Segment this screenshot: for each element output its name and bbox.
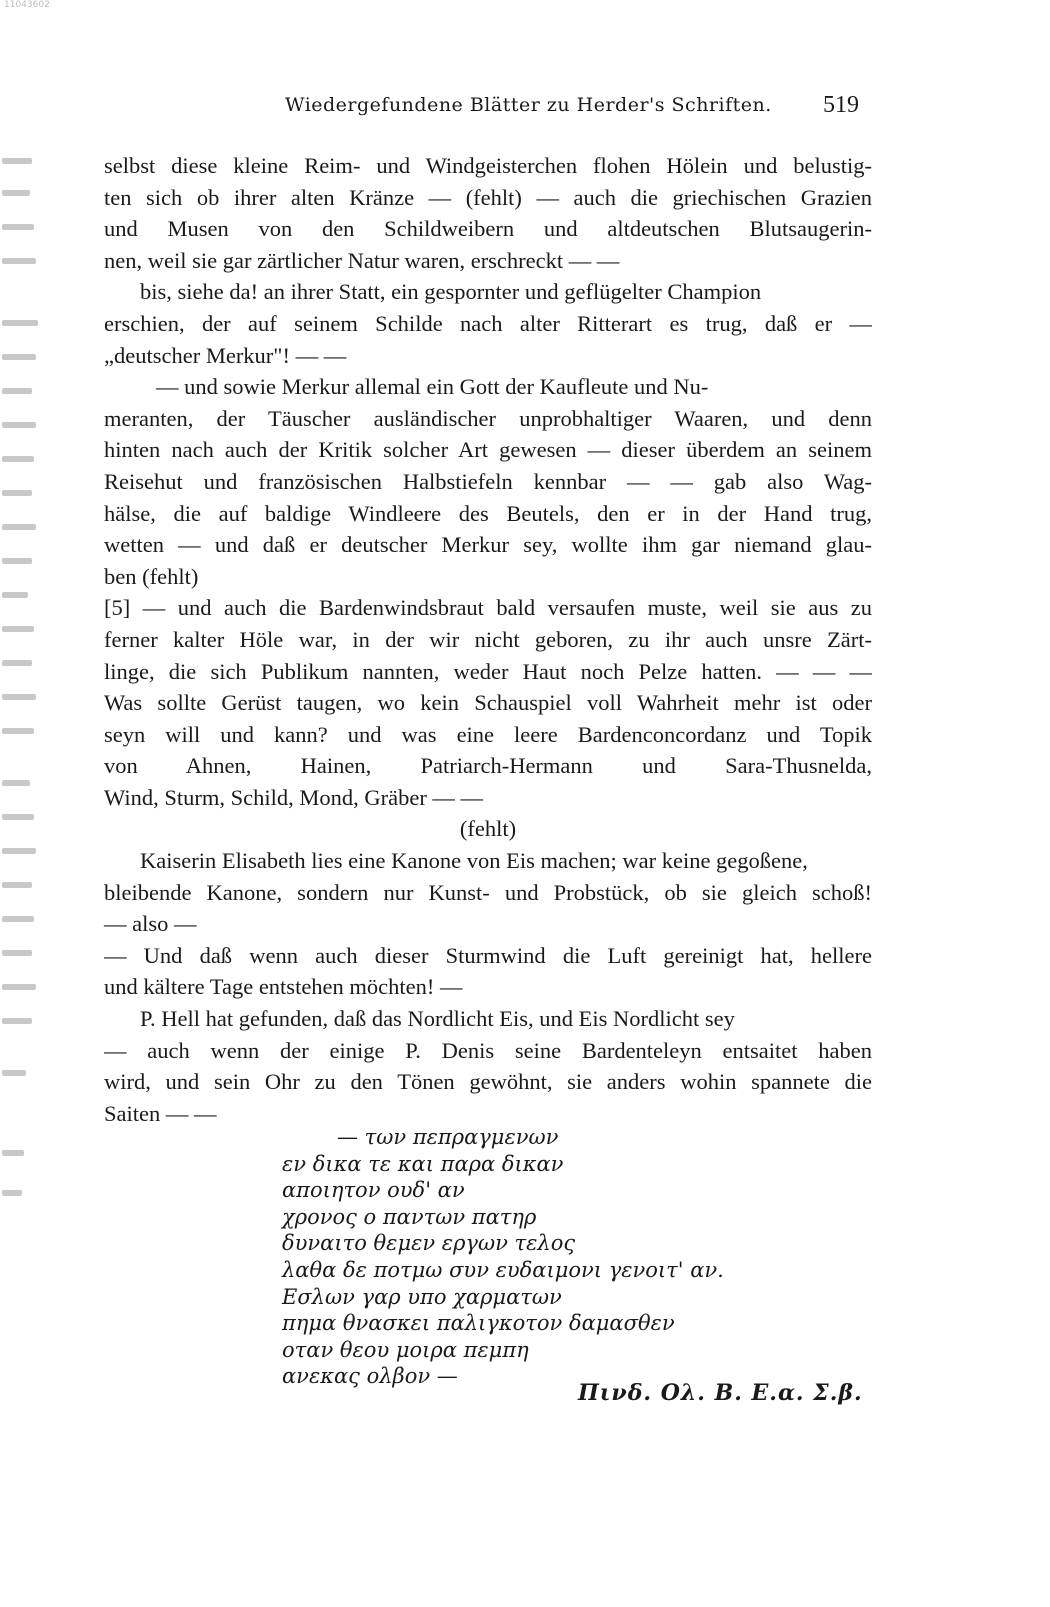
text-line: linge, die sich Publikum nannten, weder Haut noch Pelze hatten. — — — [104,658,872,684]
text-line: — auch wenn der einige P. Denis seine Bardenteleyn entsaitet haben [104,1037,872,1063]
verse-line: πημα θνασκει παλιγκοτον δαμασθεν [282,1311,675,1336]
text-line: hinten nach auch der Kritik solcher Art gewesen — dieser überdem an seinem [104,437,872,463]
text-line: — und sowie Merkur allemal ein Gott der Kaufleute und Nu- [156,374,709,400]
text-line: ferner kalter Höle war, in der wir nicht geboren, zu ihr auch unsre Zärt- [104,626,872,652]
verse-line: οταν θεου μοιρα πεμπη [282,1337,529,1362]
text-line: [5] — und auch die Bardenwindsbraut bald versaufen muste, weil sie aus zu [104,595,872,621]
text-line: nen, weil sie gar zärtlicher Natur waren, erschreckt — — [104,247,620,273]
text-line: wetten — und daß er deutscher Merkur sey, wollte ihm gar niemand glau- [104,532,872,558]
verse-line: αποιητον ουδ' αν [282,1178,465,1203]
text-line: P. Hell hat gefunden, daß das Nordlicht Eis, und Eis Nordlicht sey [140,1006,735,1032]
text-line: hälse, die auf baldige Windleere des Beutels, den er in der Hand trug, [104,500,872,526]
text-line: ten sich ob ihrer alten Kränze — (fehlt) — auch die griechischen Grazien [104,184,872,210]
text-line: seyn will und kann? und was eine leere Bardenconcordanz und Topik [104,721,872,747]
verse-citation: Πινδ. Ολ. Β. Ε.α. Σ.β. [578,1380,863,1406]
text-line: erschien, der auf seinem Schilde nach alter Ritterart es trug, daß er — [104,310,872,336]
text-line: Kaiserin Elisabeth lies eine Kanone von Eis machen; war keine gegoßene, [140,848,808,874]
facing-page-bleed [2,150,48,1260]
running-head: Wiedergefundene Blätter zu Herder's Schriften. [285,94,772,116]
text-line: selbst diese kleine Reim- und Windgeisterchen flohen Hölein und belustig- [104,153,872,178]
text-line: bis, siehe da! an ihrer Statt, ein gespornter und geflügelter Champion [140,279,762,305]
text-line: — Und daß wenn auch dieser Sturmwind die Luft gereinigt hat, hellere [104,942,872,968]
verse-line: λαθα δε ποτμω συν ευδαιμονι γενοιτ' αν. [282,1257,724,1282]
text-line: meranten, der Täuscher ausländischer unprobhaltiger Waaren, und denn [104,405,872,431]
verse-line: Εσλων γαρ υπο χαρματων [282,1284,562,1309]
greek-verse [282,1124,842,1390]
text-line: Reisehut und französischen Halbstiefeln kennbar — — gab also Wag- [104,468,872,494]
verse-line: — των πεπραγμενων [337,1125,559,1149]
text-line: wird, und sein Ohr zu den Tönen gewöhnt, sie anders wohin spannete die [104,1069,872,1095]
text-line: von Ahnen, Hainen, Patriarch-Hermann und Sara-Thusnelda, [104,753,872,779]
text-line: (fehlt) [459,816,517,842]
text-line: und kältere Tage entstehen möchten! — [104,974,463,1000]
verse-line: εν δικα τε και παρα δικαν [282,1151,564,1176]
verse-line: δυναιτο θεμεν εργων τελος [282,1231,576,1256]
text-line: ben (fehlt) [104,563,199,589]
body-text [104,150,872,1129]
verse-line: ανεκας ολβον — [282,1364,458,1389]
text-line: — also — [104,911,197,937]
text-line: Was sollte Gerüst taugen, wo kein Schauspiel voll Wahrheit mehr ist oder [104,690,872,716]
text-line: bleibende Kanone, sondern nur Kunst- und Probstück, ob sie gleich schoß! [104,879,872,905]
scan-id-label: 11043602 [4,0,50,10]
page-number: 519 [823,92,859,118]
text-line: Saiten — — [104,1100,217,1126]
text-line: „deutscher Merkur"! — — [104,342,347,368]
text-line: und Musen von den Schildweibern und altdeutschen Blutsaugerin- [104,216,872,242]
verse-line: χρονος ο παντων πατηρ [282,1204,537,1229]
text-line: Wind, Sturm, Schild, Mond, Gräber — — [104,784,484,810]
